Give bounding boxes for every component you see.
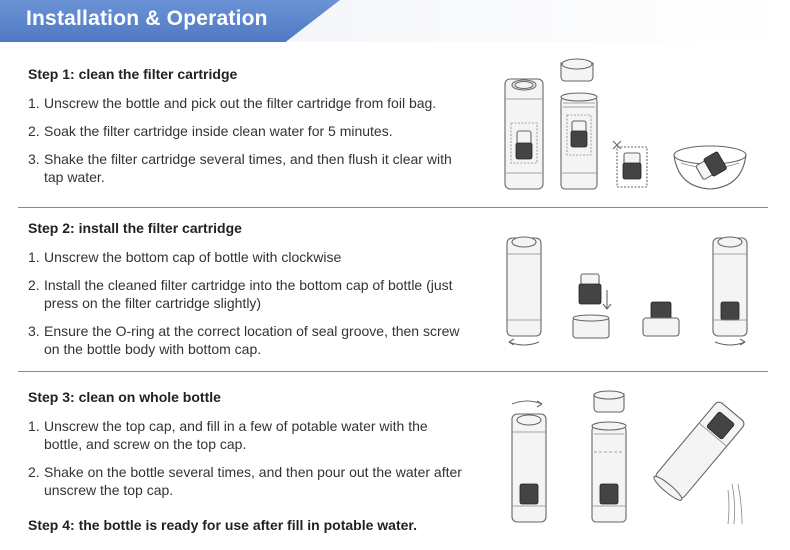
open-bottle-icon xyxy=(561,93,597,189)
step-2-item-3 xyxy=(28,322,488,358)
step-3-illustration xyxy=(500,390,770,530)
item-text: Unscrew the bottle and pick out the filter cartridge from foil bag. xyxy=(44,95,437,111)
item-text: Shake on the bottle several times, and then pour out the water after xyxy=(44,464,462,480)
step-3-title: Step 3: clean on whole bottle xyxy=(28,389,221,405)
step-2-item-2 xyxy=(28,276,488,312)
step-4-title: Step 4: the bottle is ready for use after fill in potable water. xyxy=(28,517,417,533)
item-text: Ensure the O-ring at the correct location of seal groove, then screw xyxy=(44,323,460,339)
item-number: 2. xyxy=(28,464,40,480)
step-1-item-3 xyxy=(28,150,488,186)
section-divider xyxy=(18,207,768,208)
item-number: 1. xyxy=(28,418,40,434)
step-3-item-2 xyxy=(28,463,488,499)
cartridge-insert-icon xyxy=(573,274,611,338)
step-3-item-1 xyxy=(28,417,488,453)
item-text: Unscrew the top cap, and fill in a few of potable water with the xyxy=(44,418,428,434)
item-number: 1. xyxy=(28,95,40,111)
bottle-with-foil-bag-icon xyxy=(505,79,543,189)
step-1-item-1 xyxy=(28,94,488,112)
item-text-continued: on the bottle body with bottom cap. xyxy=(44,341,262,357)
item-text-continued: unscrew the top cap. xyxy=(44,482,174,498)
item-number: 1. xyxy=(28,249,40,265)
item-text-continued: press on the filter cartridge slightly) xyxy=(44,295,262,311)
bottle-top-cap-rotate-icon xyxy=(512,401,546,522)
step-1-title: Step 1: clean the filter cartridge xyxy=(28,66,238,82)
item-text: Shake the filter cartridge several times, and then flush it clear with xyxy=(44,151,452,167)
water-stream-icon xyxy=(728,484,742,524)
item-number: 3. xyxy=(28,323,40,339)
item-text-continued: bottle, and screw on the top cap. xyxy=(44,436,247,452)
step-1-item-2 xyxy=(28,122,488,140)
top-cap-icon xyxy=(561,59,593,81)
page-title: Installation & Operation xyxy=(26,7,268,30)
section-divider xyxy=(18,371,768,372)
bowl-with-cartridge-icon xyxy=(674,146,746,189)
item-number: 2. xyxy=(28,123,40,139)
step-2-title: Step 2: install the filter cartridge xyxy=(28,220,242,236)
cartridge-in-cap-icon xyxy=(643,302,679,336)
item-number: 3. xyxy=(28,151,40,167)
step-1-illustration xyxy=(495,55,765,200)
step-2-illustration xyxy=(495,228,765,356)
step-2-item-1 xyxy=(28,248,488,266)
item-text-continued: tap water. xyxy=(44,169,105,185)
pouring-bottle-icon xyxy=(652,400,746,503)
item-text: Unscrew the bottom cap of bottle with clockwise xyxy=(44,249,342,265)
bottle-with-water-icon xyxy=(592,391,626,522)
item-number: 2. xyxy=(28,277,40,293)
bottle-bottom-cap-icon xyxy=(507,237,541,345)
foil-bag-icon xyxy=(613,141,647,187)
header-shadow xyxy=(286,0,790,42)
item-text: Install the cleaned filter cartridge into the bottom cap of bottle (just xyxy=(44,277,453,293)
item-text: Soak the filter cartridge inside clean water for 5 minutes. xyxy=(44,123,393,139)
assembled-bottle-icon xyxy=(713,237,747,345)
